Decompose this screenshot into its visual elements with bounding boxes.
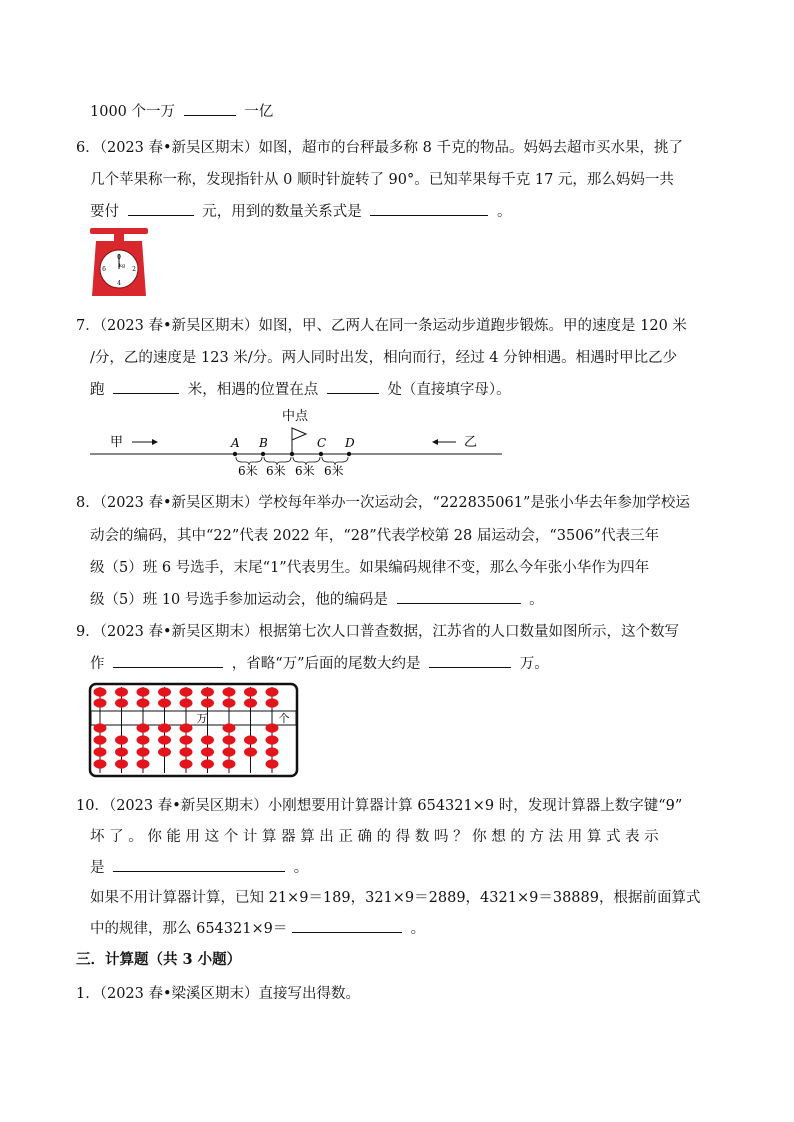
q6-line-3: 要付 元，用到的数量关系式是 。 [90,201,511,222]
abacus-bead [158,735,171,744]
abacus-bead [244,747,257,756]
abacus-bead [94,698,107,707]
abacus-bead [266,687,279,696]
segment-label: 6米 [324,464,344,476]
point-b [261,452,265,456]
segment-label: 6米 [266,464,286,476]
tick-label: 6 [102,266,106,273]
answer-blank[interactable] [113,857,285,872]
flag-icon [292,428,306,440]
abacus-bead [115,698,128,707]
point-c [319,452,323,456]
runner-jia-label: 甲 [110,435,124,450]
arrow-right-head [152,439,158,445]
abacus-bead [223,687,236,696]
q10-line-4: 如果不用计算器计算，已知 21×9＝189，321×9＝2889，4321×9＝38889，根据前面算式 [90,890,701,906]
answer-blank[interactable] [184,101,236,116]
q10-line-1: 10．（2023 春•新吴区期末）小刚想要用计算器计算 654321×9 时，发现计算器上数字键“9” [76,798,683,814]
abacus-bead [201,735,214,744]
q8-line-4: 级（5）班 10 号选手参加运动会，他的编码是 。 [90,589,544,610]
abacus-bead [180,735,193,744]
abacus-bead [158,698,171,707]
answer-blank[interactable] [292,918,402,933]
abacus-bead [137,759,150,768]
tick-label: 2 [132,266,136,273]
runner-yi-label: 乙 [464,435,478,450]
abacus-bead [180,698,193,707]
scale-tray [90,228,148,234]
answer-blank[interactable] [113,379,179,394]
answer-blank[interactable] [327,379,379,394]
abacus-bead [115,687,128,696]
abacus-bead [137,723,150,732]
point-mid [290,452,294,456]
wan-place-label: 万 [196,712,208,725]
q7-line-1: 7．（2023 春•新吴区期末）如图，甲、乙两人在同一条运动步道跑步锻炼。甲的速度是 120 米 [76,318,687,334]
tick-label: 0 [117,254,121,261]
abacus-bead [201,698,214,707]
abacus-rods [94,687,279,773]
abacus-bead [137,747,150,756]
answer-blank[interactable] [397,589,521,604]
midpoint-label: 中点 [282,409,309,424]
point-label: A [231,436,240,450]
line-1000-wan: 1000 个一万 一亿 [90,101,273,122]
abacus-bead [94,687,107,696]
abacus-bead [180,687,193,696]
point-d [347,452,351,456]
answer-blank[interactable] [429,653,511,668]
abacus-bead [223,735,236,744]
tick-label: 4 [117,280,121,287]
abacus-bead [244,687,257,696]
abacus-bead [180,723,193,732]
abacus-bead [223,698,236,707]
q8-line-1: 8．（2023 春•新吴区期末）学校每年举办一次运动会，“222835061”是张小华去年参加学校运 [76,495,690,511]
abacus-bead [266,759,279,768]
abacus-bead [158,687,171,696]
segment-label: 6米 [238,464,258,476]
q6-line-1: 6．（2023 春•新吴区期末）如图，超市的台秤最多称 8 千克的物品。妈妈去超市买水果，挑了 [76,140,683,156]
q9-line-2: 作 ，省略“万”后面的尾数大约是 万。 [90,653,549,674]
point-label: B [259,436,268,450]
abacus-bead [180,759,193,768]
abacus-bead [137,735,150,744]
q8-line-2: 动会的编码，其中“22”代表 2022 年，“28”代表学校第 28 届运动会，“3506”代表三年 [90,528,660,544]
arrow-left-head [432,439,438,445]
abacus-bead [94,747,107,756]
abacus-bead [266,747,279,756]
abacus-bead [266,735,279,744]
abacus-bead [244,698,257,707]
q9-line-1: 9．（2023 春•新吴区期末）根据第七次人口普查数据，江苏省的人口数量如图所示，这个数写 [76,624,680,640]
abacus-bead [115,747,128,756]
calc-q1-line: 1．（2023 春•梁溪区期末）直接写出得数。 [76,986,361,1002]
q7-line-3: 跑 米，相遇的位置在点 处（直接填字母）。 [90,379,511,400]
abacus-bead [266,698,279,707]
ge-place-label: 个 [278,712,290,725]
abacus-bead [158,747,171,756]
q8-line-3: 级（5）班 6 号选手，末尾“1”代表男生。如果编码规律不变，那么今年张小华作为四年 [90,560,650,576]
abacus-bead [201,687,214,696]
track-figure [88,404,508,476]
q10-line-5: 中的规律，那么 654321×9＝ 。 [90,918,425,939]
abacus-bead [137,687,150,696]
q10-line-2: 坏 了 。 你 能 用 这 个 计 算 器 算 出 正 确 的 得 数 吗 ？ 你 想 的 方 法 用 算 式 表 示 [90,829,659,845]
abacus-bead [94,723,107,732]
abacus-bead [223,747,236,756]
abacus-bead [201,759,214,768]
abacus-bead [158,723,171,732]
abacus-bead [94,735,107,744]
answer-blank[interactable] [113,653,223,668]
answer-blank[interactable] [370,201,488,216]
abacus-bead [180,747,193,756]
abacus-figure [88,682,300,778]
abacus-bead [223,723,236,732]
scale-stem [114,234,124,241]
section-heading: 三．计算题（共 3 小题） [76,951,242,968]
point-label: D [345,436,355,450]
abacus-bead [266,723,279,732]
abacus-bead [137,698,150,707]
abacus-bead [223,759,236,768]
abacus-bead [244,735,257,744]
abacus-bead [94,759,107,768]
q10-line-3: 是 。 [90,857,308,878]
abacus-bead [115,759,128,768]
q7-line-2: /分，乙的速度是 123 米/分。两人同时出发，相向而行，经过 4 分钟相遇。相遇时甲比乙少 [90,350,678,366]
point-a [233,452,237,456]
unit-label: kg [118,263,126,269]
answer-blank[interactable] [128,201,194,216]
scale-figure [88,226,150,298]
abacus-bead [115,735,128,744]
q6-line-2: 几个苹果称一称，发现指针从 0 顺时针旋转了 90°。已知苹果每千克 17 元，那么妈妈一共 [90,172,674,188]
abacus-bead [201,747,214,756]
segment-label: 6米 [295,464,315,476]
point-label: C [317,436,327,450]
